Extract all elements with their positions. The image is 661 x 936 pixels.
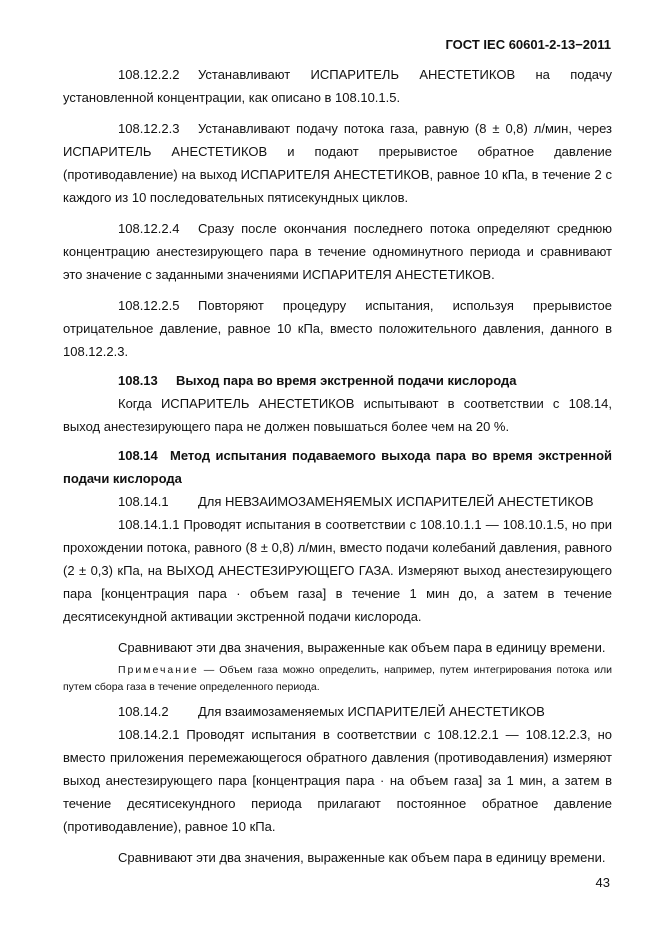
section-heading-108-13 — [63, 369, 612, 392]
paragraph-108-14-2 — [63, 700, 612, 723]
paragraph-108-12-2-4 — [63, 217, 612, 286]
section-heading-108-14 — [63, 444, 612, 490]
paragraph-108-14-2-1: 108.14.2.1 Проводят испытания в соответствии с 108.12.2.1 — 108.12.2.3, но вместо приложения перемежающегося обратного давления (противодавления) измеряют выход анестезирующего пара [концентрация пара · на объем газа] за 1 мин, а затем в течение десятисекундного периода прилагают постоянное обратное давление (противодавление), равное 10 кПа. — [63, 727, 612, 834]
paragraph-108-12-2-3 — [63, 117, 612, 209]
paragraph-text: Повторяют процедуру испытания, используя прерывистое отрицательное давление, равное 10 кПа, вместо положительного давления, данного в 108.12.2.3. — [63, 298, 612, 359]
paragraph-108-14-1 — [63, 490, 612, 513]
paragraph-compare-1: Сравнивают эти два значения, выраженные как объем пара в единицу времени. — [118, 640, 606, 655]
paragraph-text: Устанавливают ИСПАРИТЕЛЬ АНЕСТЕТИКОВ на подачу установленной концентрации, как описано в 108.10.1.5. — [63, 67, 612, 105]
clause-number: 108.12.2.4 — [118, 221, 180, 236]
note — [63, 662, 612, 696]
note-label: Примечание — [118, 664, 199, 676]
section-number: 108.13 — [118, 373, 158, 388]
clause-number: 108.12.2.5 — [118, 298, 180, 313]
document-body — [63, 63, 612, 869]
paragraph-text: Сразу после окончания последнего потока определяют среднюю концентрацию анестезирующего пара в течение одноминутного периода и сравнивают это значение с заданными значениями ИСПАРИТЕЛЯ АНЕСТЕТИКОВ. — [63, 221, 612, 282]
paragraph-108-14-1-1: 108.14.1.1 Проводят испытания в соответствии с 108.10.1.1 — 108.10.1.5, но при прохождении потока, равного (8 ± 0,8) л/мин, вместо подачи колебаний давления, равного (2 ± 0,3) кПа, на ВЫХОД АНЕСТЕЗИРУЮЩЕГО ГАЗА. Измеряют выход анестезирующего пара [концентрация пара · объем газа] в течение 1 мин до, а затем в течение десятисекундной активации экстренной подачи кислорода. — [63, 517, 612, 624]
clause-number: 108.14.2 — [118, 704, 169, 719]
paragraph-compare-2: Сравнивают эти два значения, выраженные как объем пара в единицу времени. — [118, 850, 606, 865]
paragraph-text: Для НЕВЗАИМОЗАМЕНЯЕМЫХ ИСПАРИТЕЛЕЙ АНЕСТЕТИКОВ — [198, 494, 594, 509]
clause-number: 108.14.1 — [118, 494, 169, 509]
section-number: 108.14 — [118, 448, 158, 463]
page-number: 43 — [595, 875, 610, 890]
paragraph-text: Устанавливают подачу потока газа, равную (8 ± 0,8) л/мин, через ИСПАРИТЕЛЬ АНЕСТЕТИКОВ и подают прерывистое обратное давление (противодавление) на выход ИСПАРИТЕЛЯ АНЕСТЕТИКОВ, равное 10 кПа, в течение 2 с каждого из 10 последовательных пятисекундных циклов. — [63, 121, 612, 205]
paragraph-108-12-2-5 — [63, 294, 612, 363]
paragraph-text: Для взаимозаменяемых ИСПАРИТЕЛЕЙ АНЕСТЕТИКОВ — [198, 704, 545, 719]
clause-number: 108.12.2.2 — [118, 67, 180, 82]
clause-number: 108.12.2.3 — [118, 121, 180, 136]
document-header: ГОСТ IEC 60601-2-13−2011 — [445, 37, 611, 52]
section-title: Метод испытания подаваемого выхода пара во время экстренной подачи кислорода — [63, 448, 612, 486]
paragraph-108-13-text: Когда ИСПАРИТЕЛЬ АНЕСТЕТИКОВ испытывают в соответствии с 108.14, выход анестезирующего пара не должен повышаться более чем на 20 %. — [63, 396, 612, 434]
note-text: — Объем газа можно определить, например, путем интегрирования потока или путем сбора газа в течение определенного периода. — [63, 664, 612, 693]
paragraph-108-12-2-2 — [63, 63, 612, 109]
section-title: Выход пара во время экстренной подачи кислорода — [176, 373, 517, 388]
